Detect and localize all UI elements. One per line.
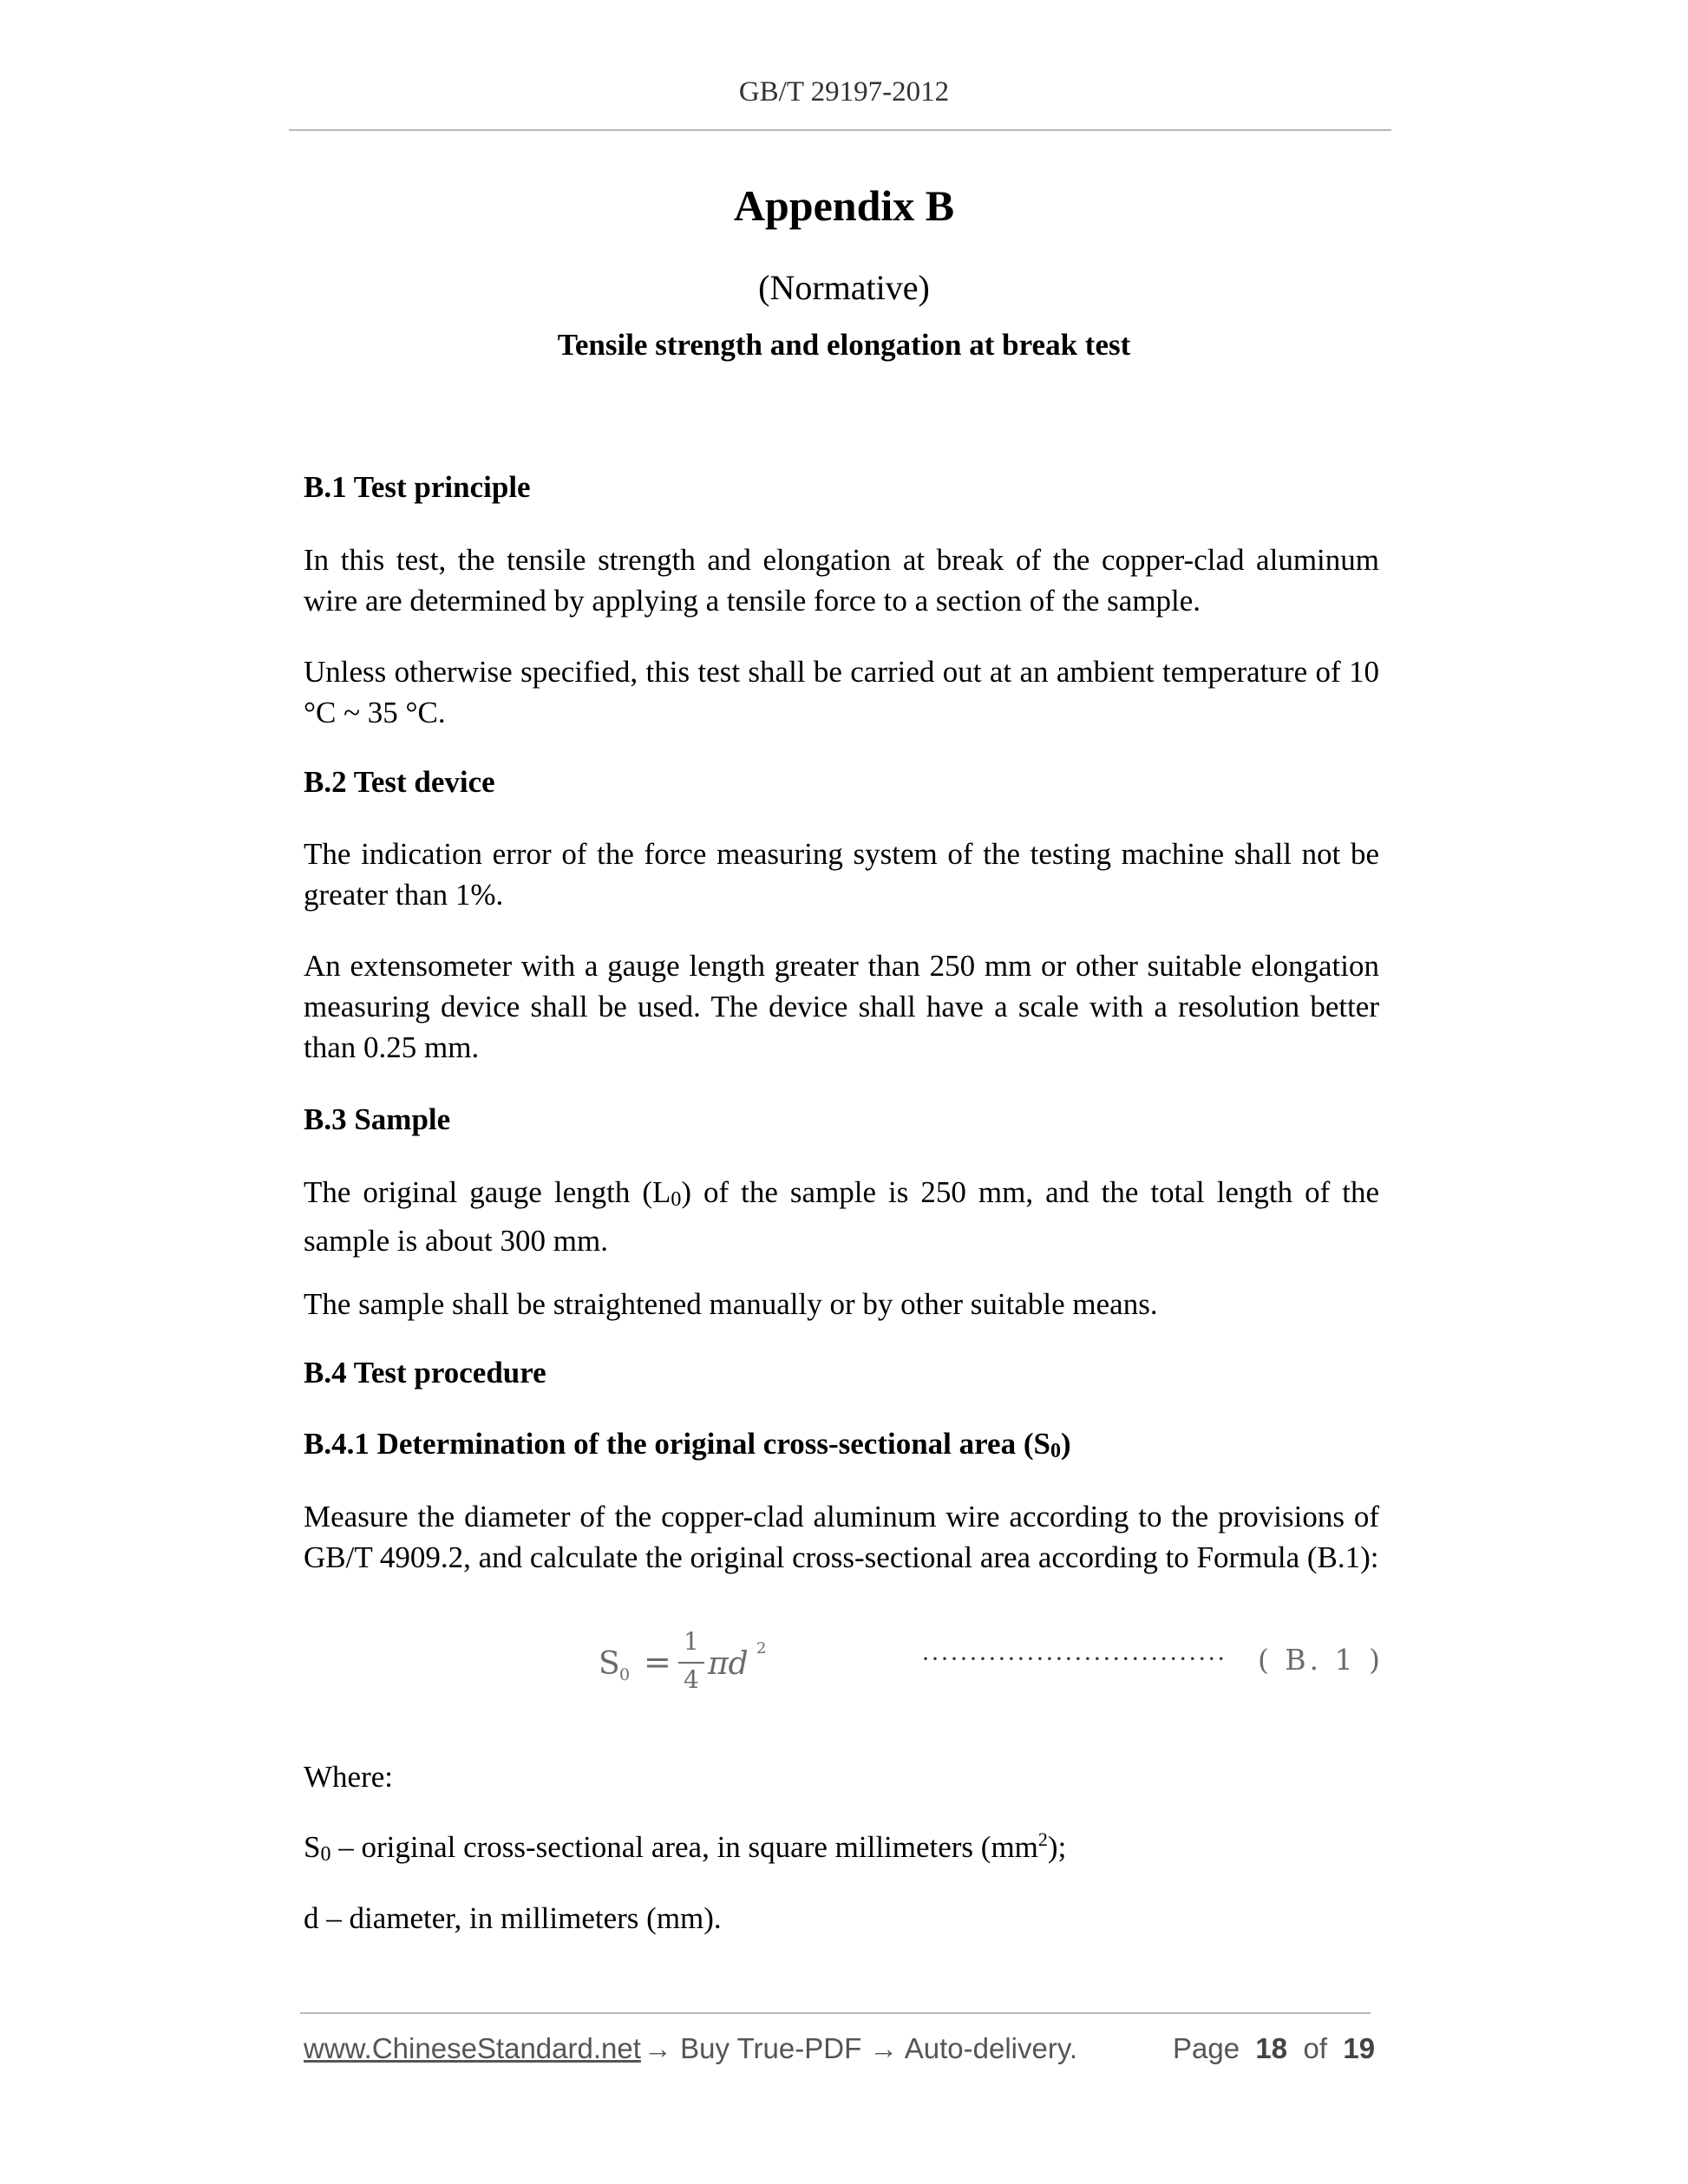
footer-delivery-text: → Buy True-PDF → Auto-delivery.	[644, 2032, 1078, 2064]
where-s0-definition	[304, 1827, 1379, 1875]
formula-lhs-subscript: 0	[619, 1665, 631, 1684]
footer-divider	[300, 2012, 1371, 2014]
s0-symbol: S	[304, 1830, 321, 1864]
s0-definition-end: );	[1047, 1830, 1067, 1864]
b41-heading-end: )	[1060, 1427, 1071, 1461]
section-b3-paragraph-1	[304, 1172, 1379, 1261]
formula-b1	[599, 1627, 789, 1723]
document-code: GB/T 29197-2012	[738, 76, 950, 108]
page-label: Page	[1173, 2032, 1240, 2064]
formula-denominator: 4	[684, 1665, 699, 1694]
appendix-type: (Normative)	[758, 268, 930, 307]
section-b41-heading	[304, 1424, 1379, 1471]
section-b1-heading: B.1 Test principle	[304, 470, 531, 504]
formula-fraction-bar	[678, 1662, 704, 1664]
b41-heading-subscript: 0	[1050, 1440, 1061, 1462]
where-d-definition: d – diameter, in millimeters (mm).	[304, 1901, 722, 1935]
appendix-title: Appendix B	[733, 181, 955, 230]
appendix-caption: Tensile strength and elongation at break test	[557, 328, 1131, 362]
section-b1-paragraph-1: In this test, the tensile strength and elongation at break of the copper-clad aluminum wire are determined by applying a tensile force to a section of the sample.	[304, 543, 1379, 618]
formula-rhs-superscript: 2	[756, 1639, 767, 1658]
header-divider	[289, 129, 1391, 131]
s0-subscript: 0	[320, 1843, 331, 1866]
s0-unit-superscript: 2	[1037, 1828, 1048, 1850]
section-b4-heading: B.4 Test procedure	[304, 1356, 546, 1390]
formula-numerator: 1	[684, 1627, 699, 1656]
b41-heading-start: B.4.1 Determination of the original cross-sectional area (S	[304, 1427, 1050, 1461]
formula-leader-dots: ································	[921, 1645, 1227, 1673]
page-indicator	[1173, 2032, 1375, 2065]
section-b41-paragraph-1: Measure the diameter of the copper-clad aluminum wire according to the provisions of GB/T 4909.2, and calculate the original cross-sectional area according to Formula (B.1):	[304, 1500, 1379, 1574]
chinese-standard-link[interactable]: www.ChineseStandard.net	[304, 2032, 641, 2064]
section-b2-heading: B.2 Test device	[304, 765, 495, 799]
section-b2-paragraph-1: The indication error of the force measuring system of the testing machine shall not be greater than 1%.	[304, 837, 1379, 912]
formula-equals: =	[644, 1643, 671, 1681]
formula-lhs: S	[599, 1646, 620, 1682]
b3-p1-subscript: 0	[671, 1188, 682, 1211]
section-b3-paragraph-2: The sample shall be straightened manually or by other suitable means.	[304, 1287, 1158, 1321]
where-label: Where:	[304, 1760, 393, 1794]
formula-rhs: πd	[708, 1646, 749, 1682]
page-of: of	[1303, 2032, 1328, 2064]
section-b2-paragraph-2: An extensometer with a gauge length greater than 250 mm or other suitable elongation measuring device shall be used. The device shall have a scale with a resolution better than 0.25 mm.	[304, 949, 1379, 1064]
section-b1-paragraph-2: Unless otherwise specified, this test shall be carried out at an ambient temperature of 10 °C ~ 35 °C.	[304, 655, 1379, 729]
b3-p1-text-end: ) of the sample is 250 mm, and the total length of the sample is about 300 mm.	[304, 1175, 1379, 1258]
page-current: 18	[1255, 2032, 1288, 2064]
formula-number: ( B. 1 )	[1258, 1643, 1384, 1677]
page-total: 19	[1343, 2032, 1376, 2064]
section-b3-heading: B.3 Sample	[304, 1102, 451, 1136]
b3-p1-text-start: The original gauge length (L	[304, 1175, 671, 1209]
s0-definition-text: – original cross-sectional area, in square millimeters (mm	[330, 1830, 1038, 1864]
